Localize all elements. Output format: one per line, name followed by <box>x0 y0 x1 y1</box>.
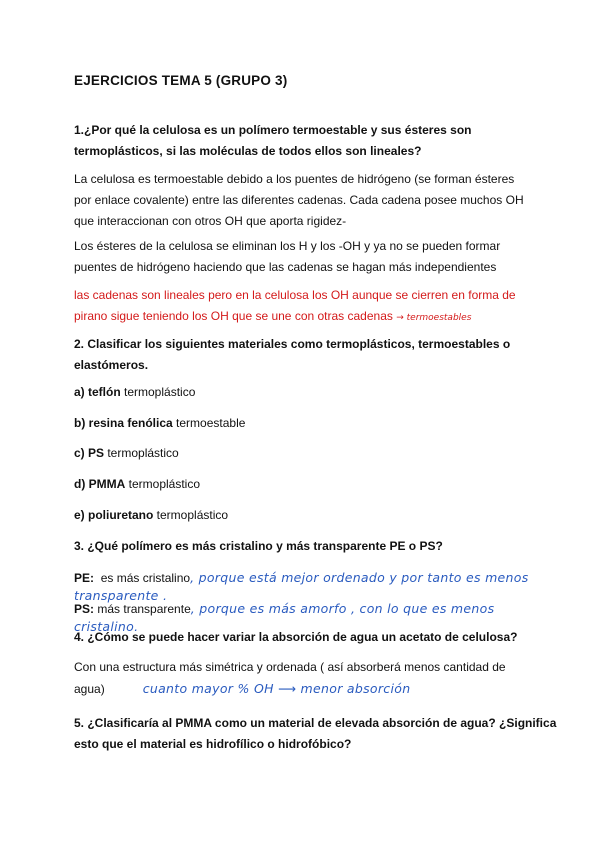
question-4: 4. ¿Cómo se puede hacer variar la absorción de agua un acetato de celulosa? <box>74 630 518 644</box>
handwritten-ps-note: , porque es más amorfo , con lo que es menos <box>190 601 495 616</box>
question-2-line-1: 2. Clasificar los siguientes materiales como termoplásticos, termoestables o <box>74 337 511 351</box>
answer-1-paragraph-1 <box>74 169 534 232</box>
question-2 <box>74 334 534 376</box>
pe-text: es más cristalino <box>100 571 191 585</box>
answer-1-red-line-2 <box>74 306 534 329</box>
list-item-poliuretano <box>74 505 534 526</box>
handwritten-pe-note: , porque está mejor ordenado y por tanto es menos <box>190 570 529 585</box>
ps-text: más transparente <box>97 602 191 616</box>
item-answer: termoplástico <box>125 477 201 491</box>
question-5 <box>74 713 557 755</box>
answer-3-ps-line-1 <box>74 598 534 620</box>
item-label: a) teflón <box>74 385 121 399</box>
answer-1-red-line-1: las cadenas son lineales pero en la celulosa los OH aunque se cierren en forma de <box>74 288 516 302</box>
handwritten-ps-note-line-2: cristalino. <box>74 619 139 634</box>
answer-1-p2-line-2: puentes de hidrógeno haciendo que las cadenas se hagan más independientes <box>74 260 497 274</box>
question-5-line-2: esto que el material es hidrofílico o hidrofóbico? <box>74 737 352 751</box>
answer-4-line-2 <box>74 678 534 700</box>
item-answer: termoplástico <box>104 446 179 460</box>
answer-3-pe-line-1 <box>74 567 534 589</box>
question-1-line-1: 1.¿Por qué la celulosa es un polímero termoestable y sus ésteres son <box>74 123 472 137</box>
list-item-ps <box>74 443 534 464</box>
item-label: e) poliuretano <box>74 508 154 522</box>
answer-1-p1-line-1: La celulosa es termoestable debido a los puentes de hidrógeno (se forman ésteres <box>74 172 515 186</box>
item-answer: termoplástico <box>153 508 229 522</box>
question-5-line-1: 5. ¿Clasificaría al PMMA como un material de elevada absorción de agua? ¿Significa <box>74 716 557 730</box>
document-title: EJERCICIOS TEMA 5 (GRUPO 3) <box>74 73 288 88</box>
answer-4 <box>74 657 534 700</box>
item-label: b) resina fenólica <box>74 416 173 430</box>
handwritten-absorption-note: cuanto mayor % OH ⟶ menor absorción <box>142 681 411 696</box>
answer-1-red-line-2-text: pirano sigue teniendo los OH que se une con otras cadenas <box>74 309 393 323</box>
ps-label: PS: <box>74 602 95 616</box>
question-2-line-2: elastómeros. <box>74 358 149 372</box>
pe-label: PE: <box>74 571 95 585</box>
answer-1-p1-line-3: que interaccionan con otros OH que aporta rigidez- <box>74 214 347 228</box>
list-item-teflon <box>74 382 534 403</box>
answer-1-p1-line-2: por enlace covalente) entre las diferentes cadenas. Cada cadena posee muchos OH <box>74 193 524 207</box>
handwritten-termoestables: → termoestables <box>396 313 472 323</box>
list-item-resina-fenolica <box>74 413 534 434</box>
answer-4-line-2-text: agua) <box>74 682 105 696</box>
handwritten-pe-note-line-2: transparente . <box>74 588 168 603</box>
question-1 <box>74 120 534 162</box>
list-item-pmma <box>74 474 534 495</box>
question-1-line-2: termoplásticos, si las moléculas de todos ellos son lineales? <box>74 144 422 158</box>
answer-4-line-1: Con una estructura más simétrica y ordenada ( así absorberá menos cantidad de <box>74 660 506 674</box>
question-3: 3. ¿Qué polímero es más cristalino y más transparente PE o PS? <box>74 539 443 553</box>
answer-1-red-note <box>74 285 534 329</box>
answer-1-p2-line-1: Los ésteres de la celulosa se eliminan los H y los -OH y ya no se pueden formar <box>74 239 501 253</box>
item-answer: termoestable <box>172 416 246 430</box>
item-answer: termoplástico <box>120 385 196 399</box>
answer-1-paragraph-2 <box>74 236 534 278</box>
item-label: d) PMMA <box>74 477 126 491</box>
item-label: c) PS <box>74 446 105 460</box>
